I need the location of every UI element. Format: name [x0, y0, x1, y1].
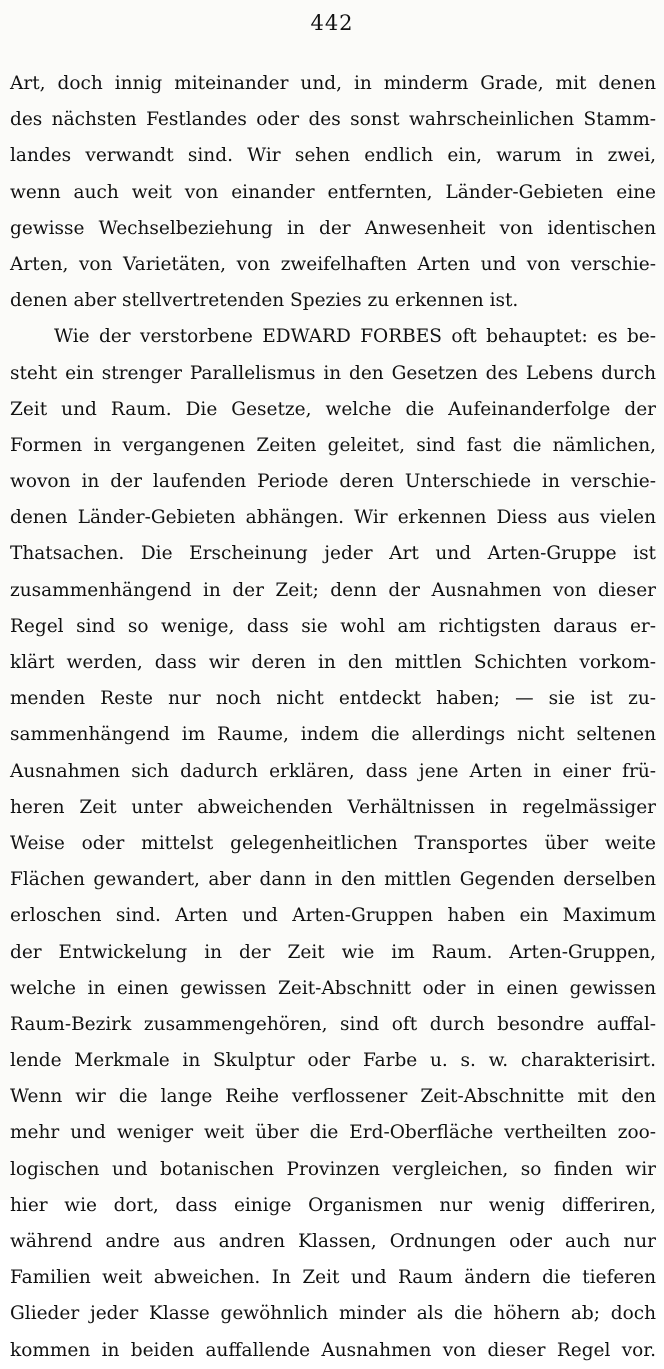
text-line: sammenhängend im Raume, indem die allerdings nicht seltenen	[10, 724, 656, 746]
text-line: Formen in vergangenen Zeiten geleitet, sind fast die nämlichen,	[10, 434, 656, 456]
text-line: heren Zeit unter abweichenden Verhältnissen in regelmässiger	[10, 796, 656, 818]
text-line: denen aber stellvertretenden Spezies zu erkennen ist.	[10, 290, 519, 312]
text-line: erloschen sind. Arten und Arten-Gruppen haben ein Maximum	[10, 905, 656, 927]
text-line: lende Merkmale in Skulptur oder Farbe u. s. w. charakterisirt.	[10, 1050, 656, 1072]
text-line: hier wie dort, dass einige Organismen nur wenig differiren,	[10, 1194, 656, 1216]
body-text	[10, 66, 656, 1369]
text-line: Raum-Bezirk zusammengehören, sind oft durch besondre auffal-	[10, 1013, 656, 1035]
text-line: Familien weit abweichen. In Zeit und Raum ändern die tieferen	[10, 1267, 656, 1289]
text-line: logischen und botanischen Provinzen vergleichen, so finden wir	[10, 1158, 656, 1180]
page-number: 442	[310, 11, 354, 35]
text-line: welche in einen gewissen Zeit-Abschnitt oder in einen gewissen	[10, 977, 656, 999]
text-line: Thatsachen. Die Erscheinung jeder Art und Arten-Gruppe ist	[10, 543, 656, 565]
text-line: zusammenhängend in der Zeit; denn der Ausnahmen von dieser	[10, 579, 656, 601]
text-line: der Entwickelung in der Zeit wie im Raum. Arten-Gruppen,	[10, 941, 656, 963]
text-line: gewisse Wechselbeziehung in der Anwesenheit von identischen	[10, 217, 656, 239]
text-line: des nächsten Festlandes oder des sonst wahrscheinlichen Stamm-	[10, 109, 656, 131]
text-line: denen Länder-Gebieten abhängen. Wir erkennen Diess aus vielen	[10, 507, 656, 529]
text-line: Ausnahmen sich dadurch erklären, dass jene Arten in einer frü-	[10, 760, 656, 782]
text-line: landes verwandt sind. Wir sehen endlich ein, warum in zwei,	[10, 145, 656, 167]
text-line: menden Reste nur noch nicht entdeckt haben; — sie ist zu-	[10, 688, 656, 710]
text-line: Wenn wir die lange Reihe verflossener Zeit-Abschnitte mit den	[10, 1086, 656, 1108]
text-line: Zeit und Raum. Die Gesetze, welche die Aufeinanderfolge der	[10, 398, 656, 420]
text-line: Flächen gewandert, aber dann in den mittlen Gegenden derselben	[10, 869, 656, 891]
text-line: Wie der verstorbene EDWARD FORBES oft behauptet: es be-	[54, 326, 656, 348]
text-line: Weise oder mittelst gelegenheitlichen Transportes über weite	[10, 832, 656, 854]
text-line: Glieder jeder Klasse gewöhnlich minder als die höhern ab; doch	[10, 1303, 656, 1325]
text-line: wovon in der laufenden Periode deren Unterschiede in verschie-	[10, 471, 656, 493]
text-line: Regel sind so wenige, dass sie wohl am richtigsten daraus er-	[10, 615, 656, 637]
text-line: klärt werden, dass wir deren in den mittlen Schichten vorkom-	[10, 652, 656, 673]
text-line: mehr und weniger weit über die Erd-Oberfläche vertheilten zoo-	[10, 1122, 656, 1144]
text-line: steht ein strenger Parallelismus in den Gesetzen des Lebens durch	[10, 362, 656, 384]
text-line: wenn auch weit von einander entfernten, Länder-Gebieten eine	[10, 181, 656, 203]
text-line: kommen in beiden auffallende Ausnahmen von dieser Regel vor.	[10, 1339, 656, 1361]
text-line: während andre aus andren Klassen, Ordnungen oder auch nur	[10, 1231, 656, 1252]
text-line: Art, doch innig miteinander und, in minderm Grade, mit denen	[10, 73, 656, 94]
text-line: Arten, von Varietäten, von zweifelhaften Arten und von verschie-	[10, 253, 656, 275]
